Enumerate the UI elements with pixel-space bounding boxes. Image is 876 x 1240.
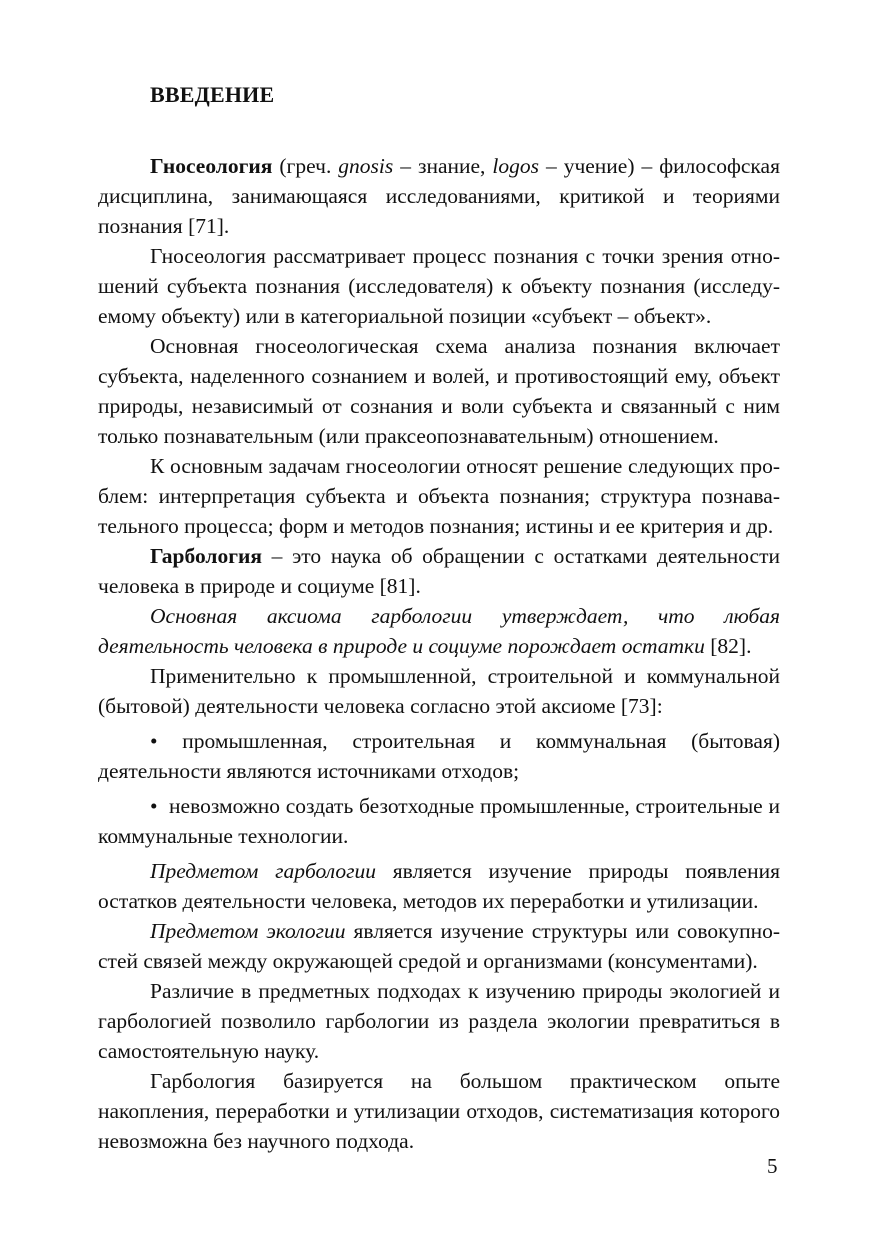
term-gnoseology: Гносеология — [150, 154, 273, 178]
paragraph-garbology-basis: Гарбология базируется на большом практическом опыте накопления, переработки и утилизации отходов, систематизация которого невозможна без научного подхода. — [98, 1069, 780, 1153]
bullet-text: невозможно создать безотходные промышленные, строительные и коммунальные технологии. — [98, 794, 780, 848]
paragraph-gnoseology-scheme: Основная гносеологическая схема анализа познания включает субъекта, наделенного сознанием и волей, и противостоящий ему, объект природы, независимый от сознания и воли субъекта и связанный с ним только познавательным (или праксеопознавательным) отношением. — [98, 334, 780, 448]
paragraph-gnoseology-definition — [98, 151, 780, 241]
bullet-text: промышленная, строительная и коммунальная (бытовая) деятельности являются источниками отходов; — [98, 729, 780, 783]
paragraph-ecology-subject — [98, 916, 780, 976]
paragraph-text: – учение) – философская дисциплина, занимающаяся исследованиями, критикой и теориями познания [71]. — [98, 154, 780, 238]
paragraph-axiom-application: Применительно к промышленной, строительной и коммунальной (бытовой) деятельности человека согласно этой аксиоме [73]: — [98, 664, 780, 718]
body-text — [98, 151, 780, 1156]
paragraph-difference: Различие в предметных подходах к изучению природы экологией и гарбологией позволило гарбологии из раздела экологии превратиться в самостоятельную науку. — [98, 979, 780, 1063]
bullet-marker: • — [150, 729, 158, 753]
axiom-text: Основная аксиома гарбологии утверждает, что любая деятельность человека в природе и социуме порождает остатки — [98, 604, 780, 658]
paragraph-text: является изучение природы появления остатков деятельности человека, методов их переработки и утилизации. — [98, 859, 780, 913]
greek-word-logos: logos — [492, 154, 539, 178]
subject-label: Предметом гарбологии — [150, 859, 376, 883]
bullet-item — [98, 726, 780, 786]
paragraph-garbology-subject — [98, 856, 780, 916]
section-heading: ВВЕДЕНИЕ — [150, 82, 275, 107]
subject-label: Предметом экологии — [150, 919, 346, 943]
paragraph-text: (греч. — [272, 154, 339, 178]
paragraph-text: – знание, — [393, 154, 493, 178]
paragraph-gnoseology-process: Гносеология рассматривает процесс познания с точки зрения отношений субъекта познания (исследователя) к объекту познания (исследуемому объекту) или в категориальной позиции «субъект – объект». — [98, 244, 780, 328]
paragraph-text: – это наука об обращении с остатками деятельности человека в природе и социуме [81]. — [98, 544, 780, 598]
paragraph-text: [82]. — [704, 634, 752, 658]
paragraph-garbology-axiom — [98, 601, 780, 661]
greek-word-gnosis: gnosis — [338, 154, 394, 178]
bullet-marker: • — [150, 794, 158, 818]
bullet-item — [98, 791, 780, 851]
term-garbology: Гарбология — [150, 544, 263, 568]
paragraph-text: является изучение структуры или совокупностей связей между окружающей средой и организмами (консументами). — [98, 919, 780, 973]
paragraph-garbology-definition — [98, 541, 780, 601]
page-number: 5 — [767, 1154, 778, 1178]
paragraph-gnoseology-tasks: К основным задачам гносеологии относят решение следующих проблем: интерпретация субъекта и объекта познания; структура познавательного процесса; форм и методов познания; истины и ее критерия и др. — [98, 454, 780, 538]
